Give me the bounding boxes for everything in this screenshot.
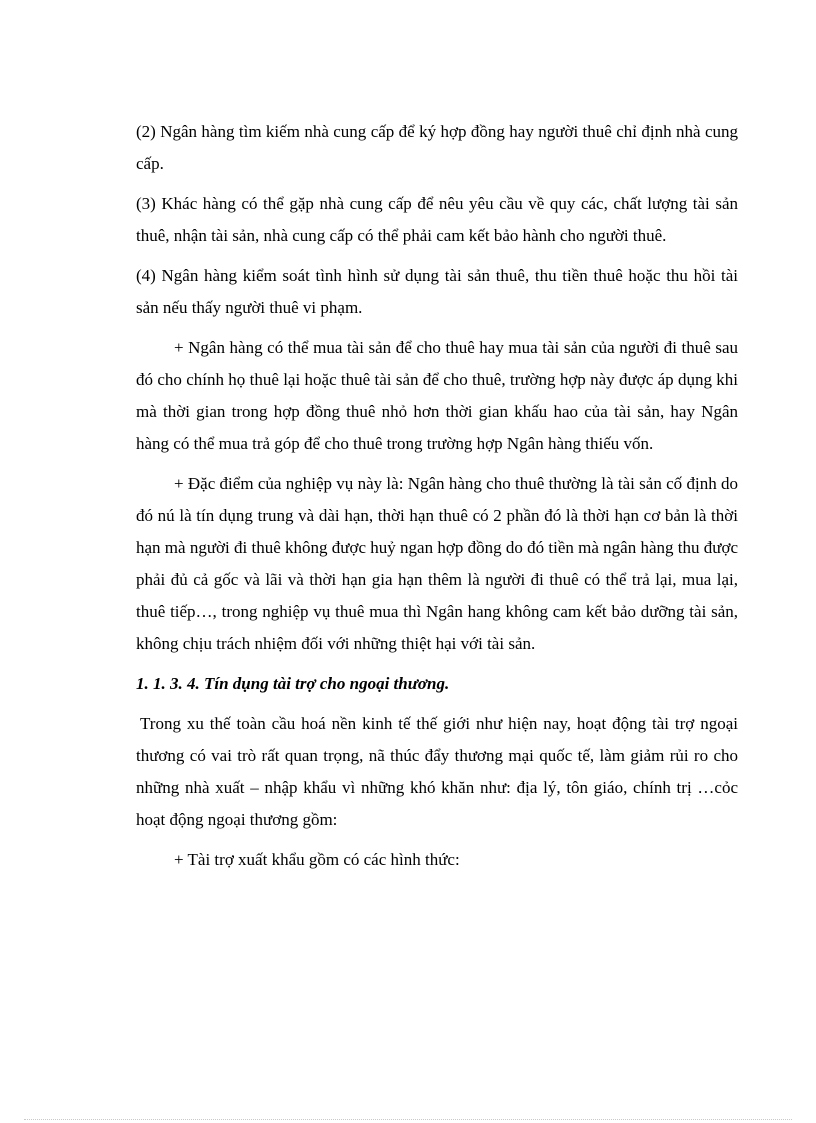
paragraph-foreign-trade: Trong xu thế toàn cầu hoá nền kinh tế thế giới như hiện nay, hoạt động tài trợ ngoại thương có vai trò rất quan trọng, nã thúc đẩy thương mại quốc tế, làm giảm rủi ro cho những nhà xuất – nhập khẩu vì những khó khăn như: địa lý, tôn giáo, chính trị …cỏc hoạt động ngoại thương gồm:: [136, 714, 738, 829]
paragraph-step-4: (4) Ngân hàng kiểm soát tình hình sử dụng tài sản thuê, thu tiền thuê hoặc thu hồi tài sản nếu thấy người thuê vi phạm.: [136, 266, 738, 317]
section-heading: 1. 1. 3. 4. Tín dụng tài trợ cho ngoại thương.: [136, 674, 450, 693]
page-bottom-divider: [24, 1119, 792, 1120]
paragraph-step-3: (3) Khác hàng có thể gặp nhà cung cấp để nêu yêu cầu về quy các, chất lượng tài sản thuê, nhận tài sản, nhà cung cấp có thể phải cam kết bảo hành cho người thuê.: [136, 194, 738, 245]
paragraph-export-finance: + Tài trợ xuất khẩu gồm có các hình thức:: [174, 850, 460, 869]
paragraph-step-2: (2) Ngân hàng tìm kiếm nhà cung cấp để ký hợp đồng hay người thuê chỉ định nhà cung cấp.: [136, 122, 738, 173]
document-body: [136, 116, 738, 884]
paragraph-characteristics: + Đặc điểm của nghiệp vụ này là: Ngân hàng cho thuê thường là tài sản cố định do đó nú là tín dụng trung và dài hạn, thời hạn thuê có 2 phần đó là thời hạn cơ bản là thời hạn mà người đi thuê không được huỷ ngan hợp đồng do đó tiền mà ngân hàng thu được phải đủ cả gốc và lãi và thời hạn gia hạn thêm là người đi thuê có thể trả lại, mua lại, thuê tiếp…, trong nghiệp vụ thuê mua thì Ngân hang không cam kết bảo dưỡng tài sản, không chịu trách nhiệm đối với những thiệt hại với tài sản.: [136, 474, 738, 653]
paragraph-bank-purchase: + Ngân hàng có thể mua tài sản để cho thuê hay mua tài sản của người đi thuê sau đó cho chính họ thuê lại hoặc thuê tài sản để cho thuê, trường hợp này được áp dụng khi mà thời gian trong hợp đồng thuê nhỏ hơn thời gian khấu hao của tài sản, hay Ngân hàng có thể mua trả góp để cho thuê trong trường hợp Ngân hàng thiếu vốn.: [136, 338, 738, 453]
